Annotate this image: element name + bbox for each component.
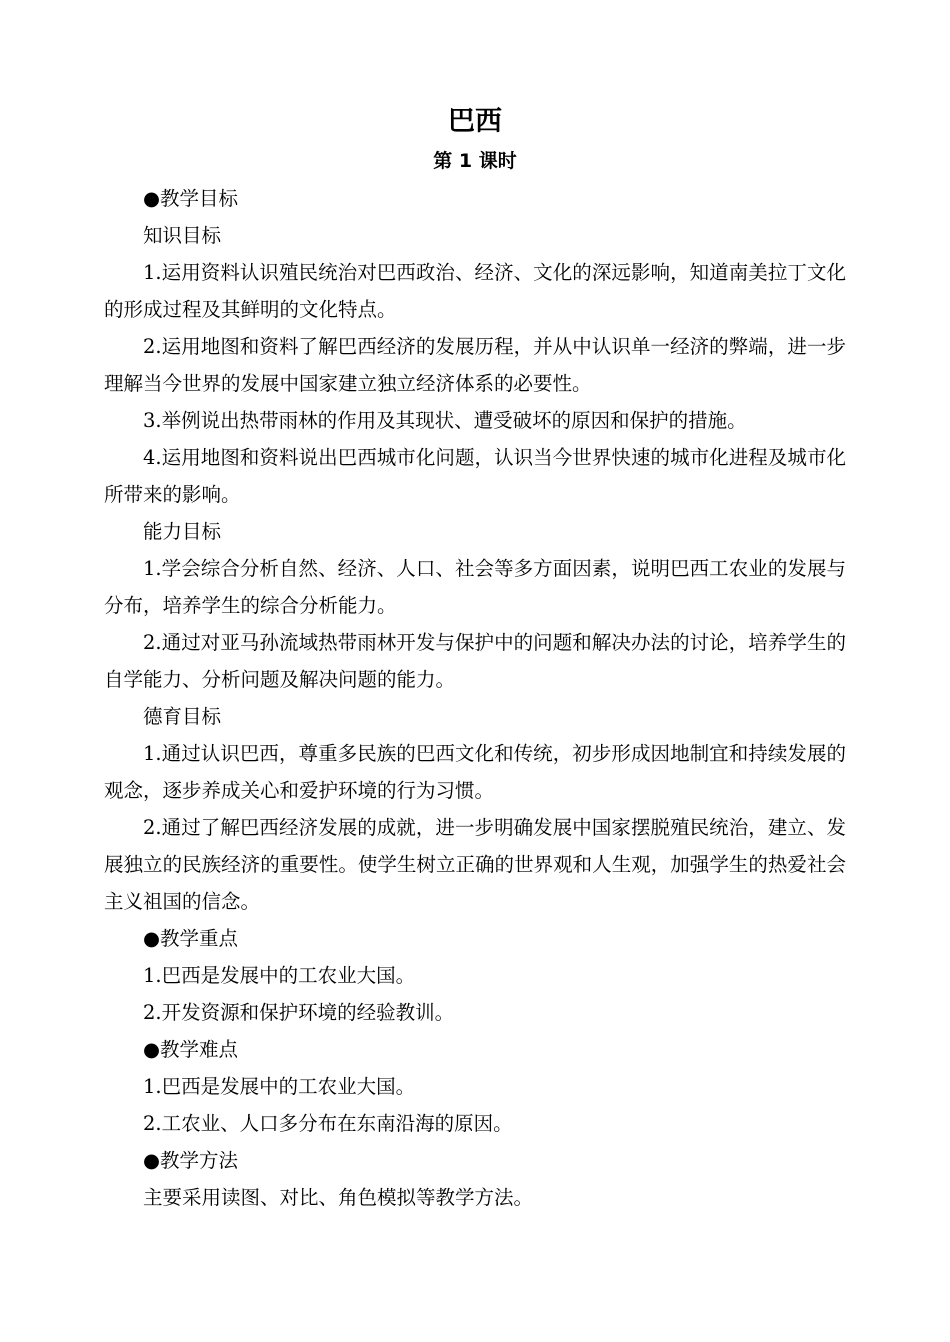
- ability-objective-1: 1.学会综合分析自然、经济、人口、社会等多方面因素，说明巴西工农业的发展与分布，培养学生的综合分析能力。: [104, 557, 846, 617]
- key-point-1: 1.巴西是发展中的工农业大国。: [143, 964, 416, 987]
- section-heading-teaching-objectives: ●教学目标: [143, 187, 239, 210]
- section-heading-teaching-methods: ●教学方法: [143, 1149, 239, 1172]
- section-heading-key-points: ●教学重点: [143, 927, 239, 950]
- knowledge-objective-1: 1.运用资料认识殖民统治对巴西政治、经济、文化的深远影响，知道南美拉丁文化的形成过程及其鲜明的文化特点。: [104, 261, 846, 321]
- moral-objective-1: 1.通过认识巴西，尊重多民族的巴西文化和传统，初步形成因地制宜和持续发展的观念，逐步养成关心和爱护环境的行为习惯。: [104, 742, 846, 802]
- knowledge-objective-4: 4.运用地图和资料说出巴西城市化问题，认识当今世界快速的城市化进程及城市化所带来的影响。: [104, 446, 846, 506]
- document-subtitle: 第 1 课时: [433, 150, 517, 172]
- knowledge-objective-3: 3.举例说出热带雨林的作用及其现状、遭受破坏的原因和保护的措施。: [143, 409, 747, 432]
- knowledge-objective-2: 2.运用地图和资料了解巴西经济的发展历程，并从中认识单一经济的弊端，进一步理解当今世界的发展中国家建立独立经济体系的必要性。: [104, 335, 846, 395]
- difficult-point-1: 1.巴西是发展中的工农业大国。: [143, 1075, 416, 1098]
- key-point-2: 2.开发资源和保护环境的经验教训。: [143, 1001, 455, 1024]
- ability-objective-2: 2.通过对亚马孙流域热带雨林开发与保护中的问题和解决办法的讨论，培养学生的自学能力、分析问题及解决问题的能力。: [104, 631, 846, 691]
- subheading-knowledge-objectives: 知识目标: [143, 224, 222, 247]
- subheading-moral-objectives: 德育目标: [143, 705, 222, 728]
- difficult-point-2: 2.工农业、人口多分布在东南沿海的原因。: [143, 1112, 513, 1135]
- teaching-methods-text: 主要采用读图、对比、角色模拟等教学方法。: [143, 1186, 534, 1209]
- document-title: 巴西: [448, 106, 502, 137]
- moral-objective-2: 2.通过了解巴西经济发展的成就，进一步明确发展中国家摆脱殖民统治，建立、发展独立的民族经济的重要性。使学生树立正确的世界观和人生观，加强学生的热爱社会主义祖国的信念。: [104, 816, 846, 913]
- section-heading-difficult-points: ●教学难点: [143, 1038, 239, 1061]
- subheading-ability-objectives: 能力目标: [143, 520, 222, 543]
